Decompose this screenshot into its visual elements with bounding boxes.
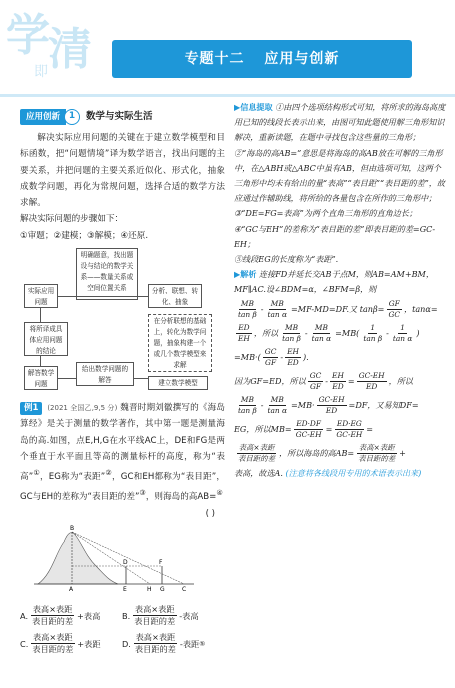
info-2: ②“海岛的高AB=”意思是将海岛的高AB放在可解的三角形中，在△ABH或△ABC中虽有AB，但由选项可知，这两个三角形中均未有给出的量“表高”“表目距”“表目距的差”，故应通过作辅助线，将所给的各量包含在所作的三角形中； (234, 147, 445, 204)
equals-sign: = (347, 376, 355, 387)
option-b-den: 表目距的差 (134, 616, 176, 627)
flow-box-practical: 实际应用问题 (24, 284, 58, 308)
frac-num: MB (270, 395, 284, 405)
eq4-tail: ，所以 (388, 376, 413, 387)
minus-sign: - (260, 304, 264, 315)
frac-num: MB (240, 299, 254, 309)
fig-label-h: H (147, 585, 152, 592)
analysis-label: ▶解析 (234, 269, 257, 280)
dot-sign: · (312, 400, 315, 411)
equation-1 (234, 298, 446, 322)
info-3: ③“DE=FG=表高”为两个直角三角形的直角边长； (234, 208, 418, 219)
frac-den: tan α (267, 406, 287, 416)
info-label: ▶信息提取 (234, 102, 273, 112)
frac-den: EH (238, 334, 250, 344)
flow-connector (40, 308, 41, 322)
steps-title: 解决实际问题的步骤如下： (20, 214, 124, 225)
frac-num: MB (270, 299, 284, 309)
frac-num: MB (285, 323, 299, 333)
frac-num: GC (264, 347, 277, 357)
right-column (234, 100, 446, 481)
frac-den: tan α (392, 334, 413, 344)
option-b-num: 表高×表距 (134, 604, 175, 615)
answer-paren: ( ) (205, 508, 215, 519)
minus-sign: - (280, 352, 284, 363)
frac-num: 1 (370, 323, 376, 333)
frac-num: EH (287, 347, 299, 357)
frac-num: GC-EH (318, 395, 345, 405)
example-source: (2021 全国乙,9,5 分) (47, 404, 118, 413)
option-d-label: D. (122, 638, 131, 649)
fig-label-f: F (159, 558, 163, 566)
frac-num: GC (309, 371, 322, 381)
eq5-mb: MB (297, 400, 313, 411)
frac-den: ED (332, 382, 344, 392)
example-1 (20, 400, 225, 506)
frac-den: GF (265, 358, 277, 368)
marker-3: ③ (139, 488, 146, 498)
frac-num: EH (332, 371, 344, 381)
header-divider (0, 94, 455, 97)
answer-options (20, 602, 225, 658)
frac-den: GC-EH (295, 430, 322, 440)
frac-num: MB (314, 323, 328, 333)
flow-box-model: 建立数学模型 (148, 376, 208, 390)
option-a[interactable] (20, 604, 122, 627)
example-text-2: ，EG称为“表距” (40, 472, 106, 483)
eq4-text: 因为GF=ED，所以 (234, 376, 306, 387)
option-d-num: 表高×表距 (135, 632, 176, 643)
frac-num: GF (388, 299, 400, 309)
final-text: 表高，故选A. (234, 467, 283, 478)
section-heading (20, 108, 225, 126)
frac-den: tan β (238, 406, 257, 416)
island-figure (34, 522, 194, 592)
svg-text:清: 清 (48, 24, 92, 75)
option-b-tail: -表高 (179, 610, 199, 621)
frac-num: ED·DF (296, 419, 321, 429)
section-number: 1 (64, 109, 80, 125)
marker-2: ② (105, 468, 113, 478)
flow-box-clarify: 明确题意，找出题设与结论的数学关系——数量关系或空间位置关系 (76, 248, 138, 300)
option-c-num: 表高×表距 (32, 632, 73, 643)
frac-den: GC (388, 310, 401, 320)
frac-den: ED (325, 406, 338, 416)
frac-num: 1 (400, 323, 405, 333)
option-c-tail: +表距 (77, 638, 101, 649)
flow-connector (58, 378, 76, 379)
frac-den: ED (365, 382, 378, 392)
flow-box-answer: 给出数学问题的解答 (76, 362, 134, 386)
equals-sign: = (366, 424, 374, 435)
flowchart (20, 248, 225, 394)
option-b[interactable] (122, 604, 224, 627)
equation-3: = MB · ( $\frac{GC}{GF}$ - $\frac{EH}{ED}$ ) . (234, 347, 309, 368)
left-column (20, 108, 225, 658)
eq6-text: EG，所以MB= (234, 424, 292, 435)
eq7-tail: + (399, 448, 406, 459)
info-5: ⑤线段EG的长度称为“表距”. (234, 254, 339, 265)
equation-6 (234, 418, 446, 442)
frac-num: 表高×表距 (238, 443, 275, 453)
option-d[interactable] (122, 632, 224, 655)
fig-label-a: A (69, 585, 74, 592)
flow-box-solve: 解答数学问题 (24, 366, 58, 390)
marker-4: ④ (216, 488, 223, 498)
steps-list: ①审题；②建模；③解模；④还原. (20, 230, 149, 241)
option-a-label: A. (20, 610, 29, 621)
fig-label-e: E (123, 585, 127, 592)
frac-num: ED (238, 323, 250, 333)
frac-num: 表高×表距 (358, 443, 395, 453)
frac-den: tan β (238, 310, 257, 320)
minus-sign: - (386, 328, 389, 339)
equals-sign: = (291, 400, 298, 411)
frac-den: tan β (282, 334, 301, 344)
example-text-1: 魏晋时期刘徽撰写的《海岛算经》是关于测量的数学著作，其中第一题是测量海岛的高.如图，点E,H,G在水平线AC上，DE和FG是两个垂直于水平面且等高的测量标杆的高度，称为“表高” (20, 403, 225, 483)
eq3-mb: MB (240, 352, 256, 363)
eq3-tail: . (306, 352, 309, 363)
option-a-den: 表目距的差 (32, 616, 74, 627)
svg-text:学: 学 (6, 10, 50, 61)
eq1-text-2: ，tanα= (404, 304, 438, 315)
svg-text:即: 即 (34, 64, 48, 80)
flow-box-analyze: 分析、联想、转化、抽象 (148, 284, 202, 308)
option-d-tail: -表距 (179, 638, 200, 649)
frac-den: GF (309, 382, 322, 392)
option-b-label: B. (122, 610, 131, 621)
fig-label-b: B (70, 524, 75, 532)
eq7-text: ，所以海岛的高AB= (278, 448, 355, 459)
frac-num: MB (240, 395, 254, 405)
option-c-den: 表目距的差 (32, 644, 74, 655)
logo-icon (4, 2, 104, 82)
frac-den: tan β (363, 334, 383, 344)
final-answer (234, 466, 446, 481)
analysis (234, 267, 446, 297)
info-extract (234, 100, 446, 146)
equation-7 (234, 442, 446, 466)
minus-sign: - (260, 400, 264, 411)
flow-connector (134, 378, 148, 379)
minus-sign: - (304, 328, 308, 339)
frac-den: 表目距的差 (238, 454, 275, 464)
fig-label-d: D (123, 558, 128, 566)
minus-sign: - (325, 376, 329, 387)
info-1: ①由四个选项结构形式可知，将所求的海岛高度用已知的线段长表示出来，由图可知此题使用解三角形知识解决，重新读题，在题中寻找包含这些量的三角形； (234, 102, 446, 143)
frac-den: GC-EH (336, 430, 363, 440)
equals-sign: = (234, 352, 241, 363)
option-a-tail: +表高 (77, 610, 101, 621)
fig-label-g: G (160, 585, 165, 592)
marker-5: ⑤ (199, 639, 206, 648)
section-title: 数学与实际生活 (86, 110, 153, 122)
frac-num: GC-EH (358, 371, 385, 381)
frac-den: tan α (267, 310, 287, 320)
option-c[interactable] (20, 632, 122, 655)
fig-label-c: C (182, 585, 187, 592)
dot-sign: · (255, 352, 258, 363)
flow-box-transform: 在分析联想的基础上，转化为数学问题，抽象构建一个或几个数学模型来求解 (148, 314, 212, 372)
eq1-text: =MF-MD=DF.又 tanβ= (291, 304, 385, 315)
flow-box-conclusion: 将所译成具体应用问题的结论 (24, 322, 68, 356)
frac-den: tan α (311, 334, 332, 344)
tip-note: (注意将各线段用专用的术语表示出来) (285, 467, 422, 478)
equals-sign: = (325, 424, 333, 435)
flow-connector (40, 356, 41, 366)
frac-den: 表目距的差 (358, 454, 396, 464)
analysis-1: 连接FD并延长交AB于点M，则AB=AM+BM，MF∥AC.设∠BDM=α，∠BFM=β，则 (234, 269, 434, 295)
flow-connector (58, 296, 148, 297)
eq5-tail: =DF，又易知DF= (348, 400, 419, 411)
page-header (0, 0, 455, 92)
option-c-label: C. (20, 638, 29, 649)
frac-num: ED·EG (336, 419, 362, 429)
topic-banner (112, 40, 412, 78)
equation-4 (234, 370, 446, 394)
option-a-num: 表高×表距 (32, 604, 73, 615)
section-badge: 应用创新 (20, 109, 66, 125)
info-4: ④“GC与EH”的差称为“表目距的差”即表目距的差=GC-EH； (234, 223, 436, 249)
eq2-text: ，所以 (253, 328, 279, 339)
example-text-4: ，则海岛的高AB= (145, 492, 217, 503)
frac-den: ED (287, 358, 299, 368)
example-text-3: ，GC和EH都称为“表目距”，GC与EH的差称为“表目距的差” (20, 472, 225, 503)
equation-5 (234, 394, 446, 418)
option-d-den: 表目距的差 (134, 644, 176, 655)
example-tag: 例1 (20, 402, 42, 415)
equation-2: $\frac{ED}{EH}$ ，所以 $\frac{MB}{\text{tan β}}$ - $\frac{MB}{\text{tan α}}$ =MB ( $\frac{1}{\text{tan β}}$ - $\frac{1}{\text{tan α}}$ ) (238, 323, 420, 344)
marker-1: ① (33, 468, 41, 478)
intro-paragraph: 解决实际应用问题的关键在于建立数学模型和目标函数，把“问题情境”译为数学语言，找出问题的主要关系，并把问题的主要关系近似化、形式化，抽象成数学问题，再化为常规问题，选择合适的数学方法求解。 (20, 133, 225, 209)
eq2-text-2: =MB (335, 328, 357, 339)
page-title: 专题十二 应用与创新 (184, 51, 340, 67)
